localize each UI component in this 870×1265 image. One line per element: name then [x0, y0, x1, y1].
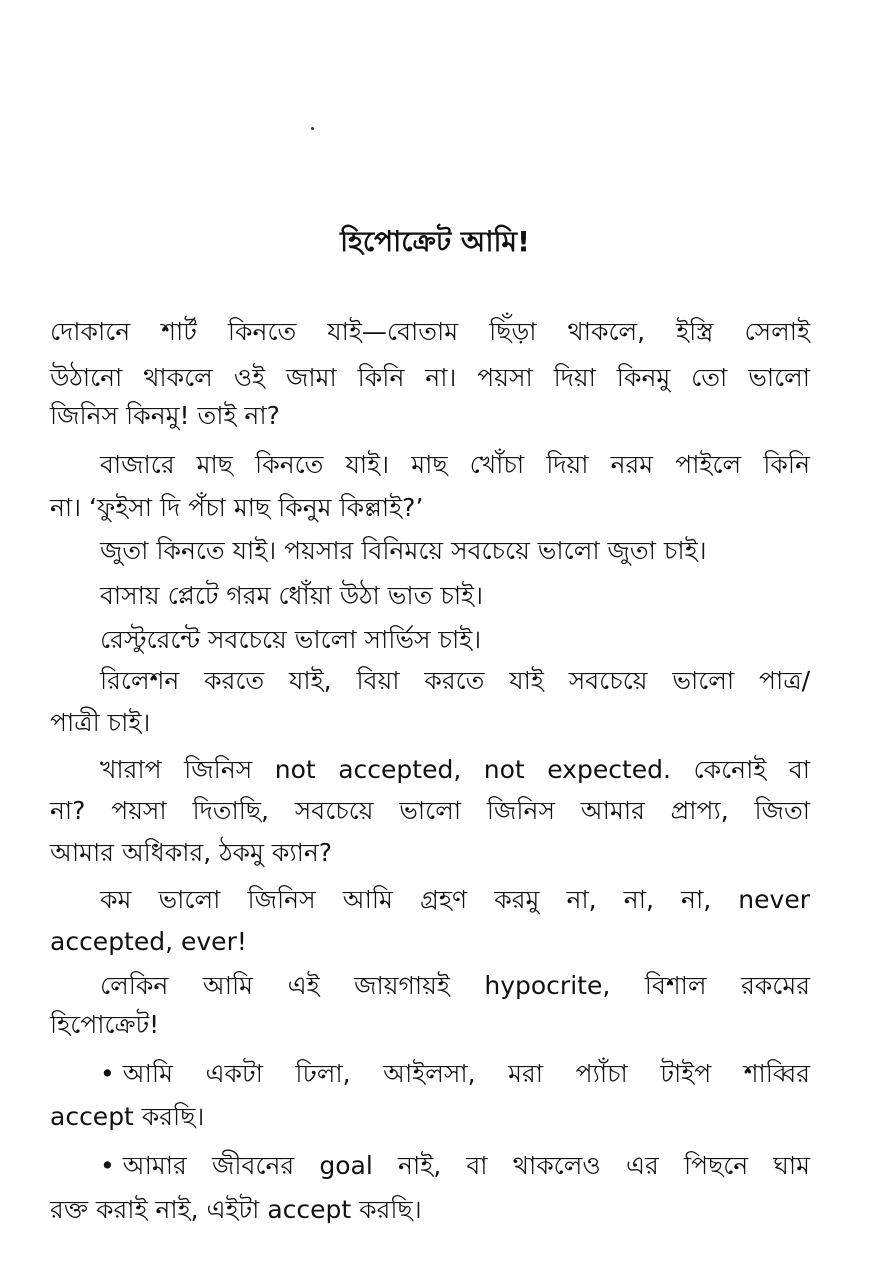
- text-line: না? পয়সা দিতাছি, সবচেয়ে ভালো জিনিস আমার প্রাপ্য, জিতা: [50, 796, 810, 825]
- text-line: আমার অধিকার, ঠকমু ক্যান?: [50, 838, 333, 867]
- text-line: উঠানো থাকলে ওই জামা কিনি না। পয়সা দিয়া কিনমু তো ভালো: [50, 363, 810, 392]
- text-line: খারাপ জিনিস not accepted, not expected. কেনোই বা: [100, 755, 810, 784]
- text-line: accepted, ever!: [50, 927, 247, 956]
- bullet-marker: •: [100, 1059, 115, 1088]
- text-line: রিলেশন করতে যাই, বিয়া করতে যাই সবচেয়ে ভালো পাত্র/: [100, 666, 810, 695]
- text-line: জিনিস কিনমু! তাই না?: [50, 401, 280, 430]
- text-line: জুতা কিনতে যাই। পয়সার বিনিময়ে সবচেয়ে ভালো জুতা চাই।: [100, 536, 707, 565]
- text-line: না। ‘ফুইসা দি পঁচা মাছ কিনুম কিল্লাই?’: [50, 493, 424, 522]
- bullet-text: আমার জীবনের goal নাই, বা থাকলেও এর পিছনে ঘাম: [122, 1151, 810, 1180]
- page-title: হিপোক্রেট আমি!: [340, 225, 530, 258]
- text-line: পাত্রী চাই।: [50, 708, 151, 737]
- text-line: রক্ত করাই নাই, এইটা accept করছি।: [50, 1195, 422, 1224]
- text-line: কম ভালো জিনিস আমি গ্রহণ করমু না, না, না, never: [100, 885, 810, 914]
- bullet-item: [100, 1146, 810, 1186]
- text-line: বাসায় প্লেটে গরম ধোঁয়া উঠা ভাত চাই।: [100, 581, 484, 610]
- text-line: accept করছি।: [50, 1102, 205, 1131]
- print-speck: [311, 127, 314, 130]
- bullet-marker: •: [100, 1151, 115, 1180]
- bullet-text: আমি একটা ঢিলা, আইলসা, মরা প্যাঁচা টাইপ শাব্বির: [122, 1059, 810, 1088]
- text-line: হিপোক্রেট!: [50, 1010, 160, 1039]
- text-line: রেস্টুরেন্টে সবচেয়ে ভালো সার্ভিস চাই।: [100, 625, 482, 654]
- text-line: লেকিন আমি এই জায়গায়ই hypocrite, বিশাল রকমের: [100, 971, 810, 1000]
- bullet-item: [100, 1054, 810, 1094]
- text-line: বাজারে মাছ কিনতে যাই। মাছ খোঁচা দিয়া নরম পাইলে কিনি: [100, 450, 810, 479]
- text-line: দোকানে শার্ট কিনতে যাই—বোতাম ছিঁড়া থাকলে, ইস্ত্রি সেলাই: [50, 317, 810, 346]
